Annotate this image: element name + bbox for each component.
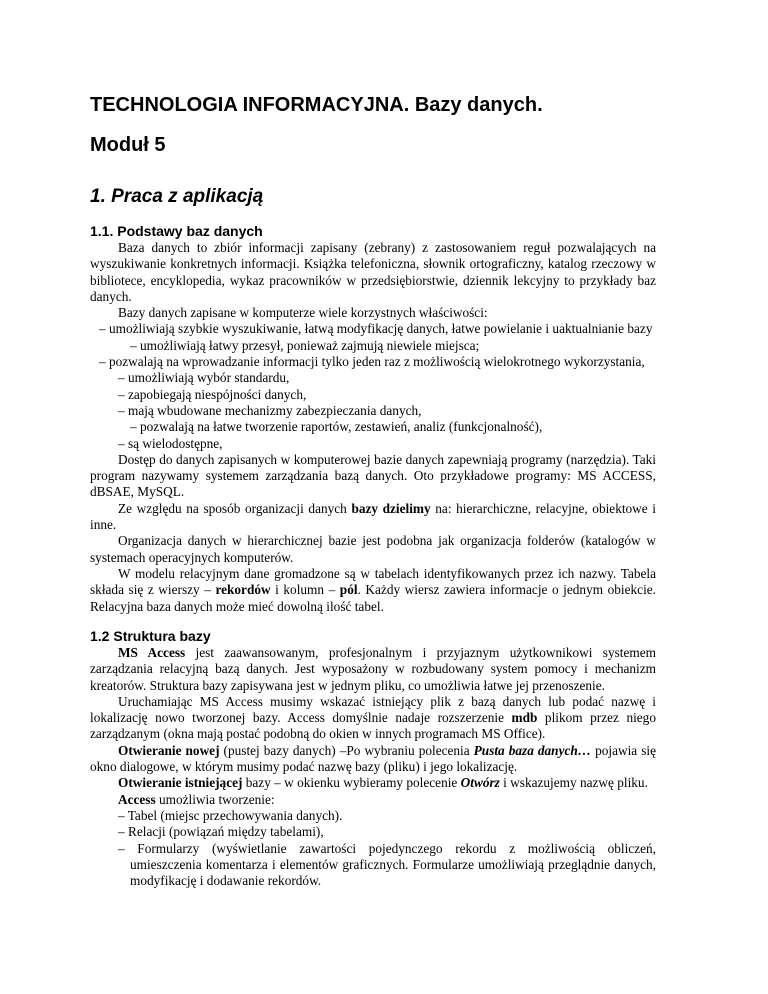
module-title: Moduł 5 — [90, 134, 166, 156]
list-item: – umożliwiają szybkie wyszukiwanie, łatwą modyfikację danych, łatwe powielanie i uaktualnianie bazy — [99, 321, 653, 337]
list-item: – umożliwiają wybór standardu, — [118, 370, 290, 386]
list-item: – umożliwiają łatwy przesył, ponieważ zajmują niewiele miejsca; — [130, 337, 480, 353]
paragraph: Baza danych to zbiór informacji zapisany (zebrany) z zastosowaniem reguł pozwalających na wyszukiwanie konkretnych informacji. Książka telefoniczna, słownik ortograficzny, katalog rzeczowy w bibliotece, encyklopedia, wykaz pracowników w przedsiębiorstwie, dziennik lekcyjny to przykłady baz danych. — [90, 240, 656, 304]
paragraph: Otwieranie nowej (pustej bazy danych) –Po wybraniu polecenia Pusta baza danych… pojawia się okno dialogowe, w którym musimy podać nazwę bazy (pliku) i jego lokalizację. — [90, 742, 656, 775]
paragraph: Dostęp do danych zapisanych w komputerowej bazie danych zapewniają programy (narzędzia). Taki program nazywamy systemem zarządzania bazą danych. Oto przykładowe programy: MS ACCESS, dBSAE, MySQL. — [90, 451, 656, 500]
list-item: – zapobiegają niespójności danych, — [118, 386, 307, 402]
paragraph: Bazy danych zapisane w komputerze wiele korzystnych właściwości: — [118, 305, 488, 321]
list-item: – Relacji (powiązań między tabelami), — [118, 824, 324, 840]
list-item: – Tabel (miejsc przechowywania danych). — [118, 807, 343, 823]
paragraph: Uruchamiając MS Access musimy wskazać istniejący plik z bazą danych lub podać nazwę i lokalizację nowo tworzonej bazy. Access domyślnie nadaje rozszerzenie mdb plikom przez niego zarządzanym (okna mają postać podobną do okien w innych programach MS Office). — [90, 693, 656, 742]
paragraph: W modelu relacyjnym dane gromadzone są w tabelach identyfikowanych przez ich nazwy. Tabela składa się z wierszy – rekordów i kolumn – pól. Każdy wiersz zawiera informacje o jednym obiekcie. Relacyjna baza danych może mieć dowolną ilość tabel. — [90, 565, 656, 614]
list-item: – pozwalają na łatwe tworzenie raportów, zestawień, analiz (funkcjonalność), — [130, 419, 543, 435]
paragraph: Ze względu na sposób organizacji danych bazy dzielimy na: hierarchiczne, relacyjne, obiektowe i inne. — [90, 500, 656, 533]
paragraph: MS Access jest zaawansowanym, profesjonalnym i przyjaznym użytkownikowi systemem zarządzania relacyjną bazą danych. Jest wyposażony w rozbudowany system pomocy i mechanizm kreatorów. Struktura bazy zapisywana jest w jednym pliku, co umożliwia łatwe jej przenoszenie. — [90, 645, 656, 693]
list-item: – są wielodostępne, — [118, 435, 223, 451]
section-1-1 — [90, 222, 656, 615]
list-item: – pozwalają na wprowadzanie informacji tylko jeden raz z możliwością wielokrotnego wykorzystania, — [99, 354, 645, 370]
subsection-heading: 1.1. Podstawy baz danych — [90, 223, 263, 239]
list-item: – mają wbudowane mechanizmy zabezpieczania danych, — [118, 402, 422, 418]
subsection-heading: 1.2 Struktura bazy — [90, 628, 211, 644]
document-title: TECHNOLOGIA INFORMACYJNA. Bazy danych. — [90, 94, 543, 116]
section-heading: 1. Praca z aplikacją — [90, 186, 264, 207]
paragraph: Otwieranie istniejącej bazy – w okienku wybieramy polecenie Otwórz i wskazujemy nazwę pliku. — [118, 775, 648, 791]
paragraph: Access umożliwia tworzenie: — [118, 791, 275, 807]
section-1-2 — [90, 627, 656, 889]
paragraph: Organizacja danych w hierarchicznej bazie jest podobna jak organizacja folderów (katalogów w systemach operacyjnych komputerów. — [90, 533, 656, 565]
list-item: – Formularzy (wyświetlanie zawartości pojedynczego rekordu z możliwością obliczeń, umieszczenia komentarza i elementów graficznych. Formularze umożliwiają przeglądnie danych, modyfikację i dodawanie rekordów. — [118, 840, 656, 889]
